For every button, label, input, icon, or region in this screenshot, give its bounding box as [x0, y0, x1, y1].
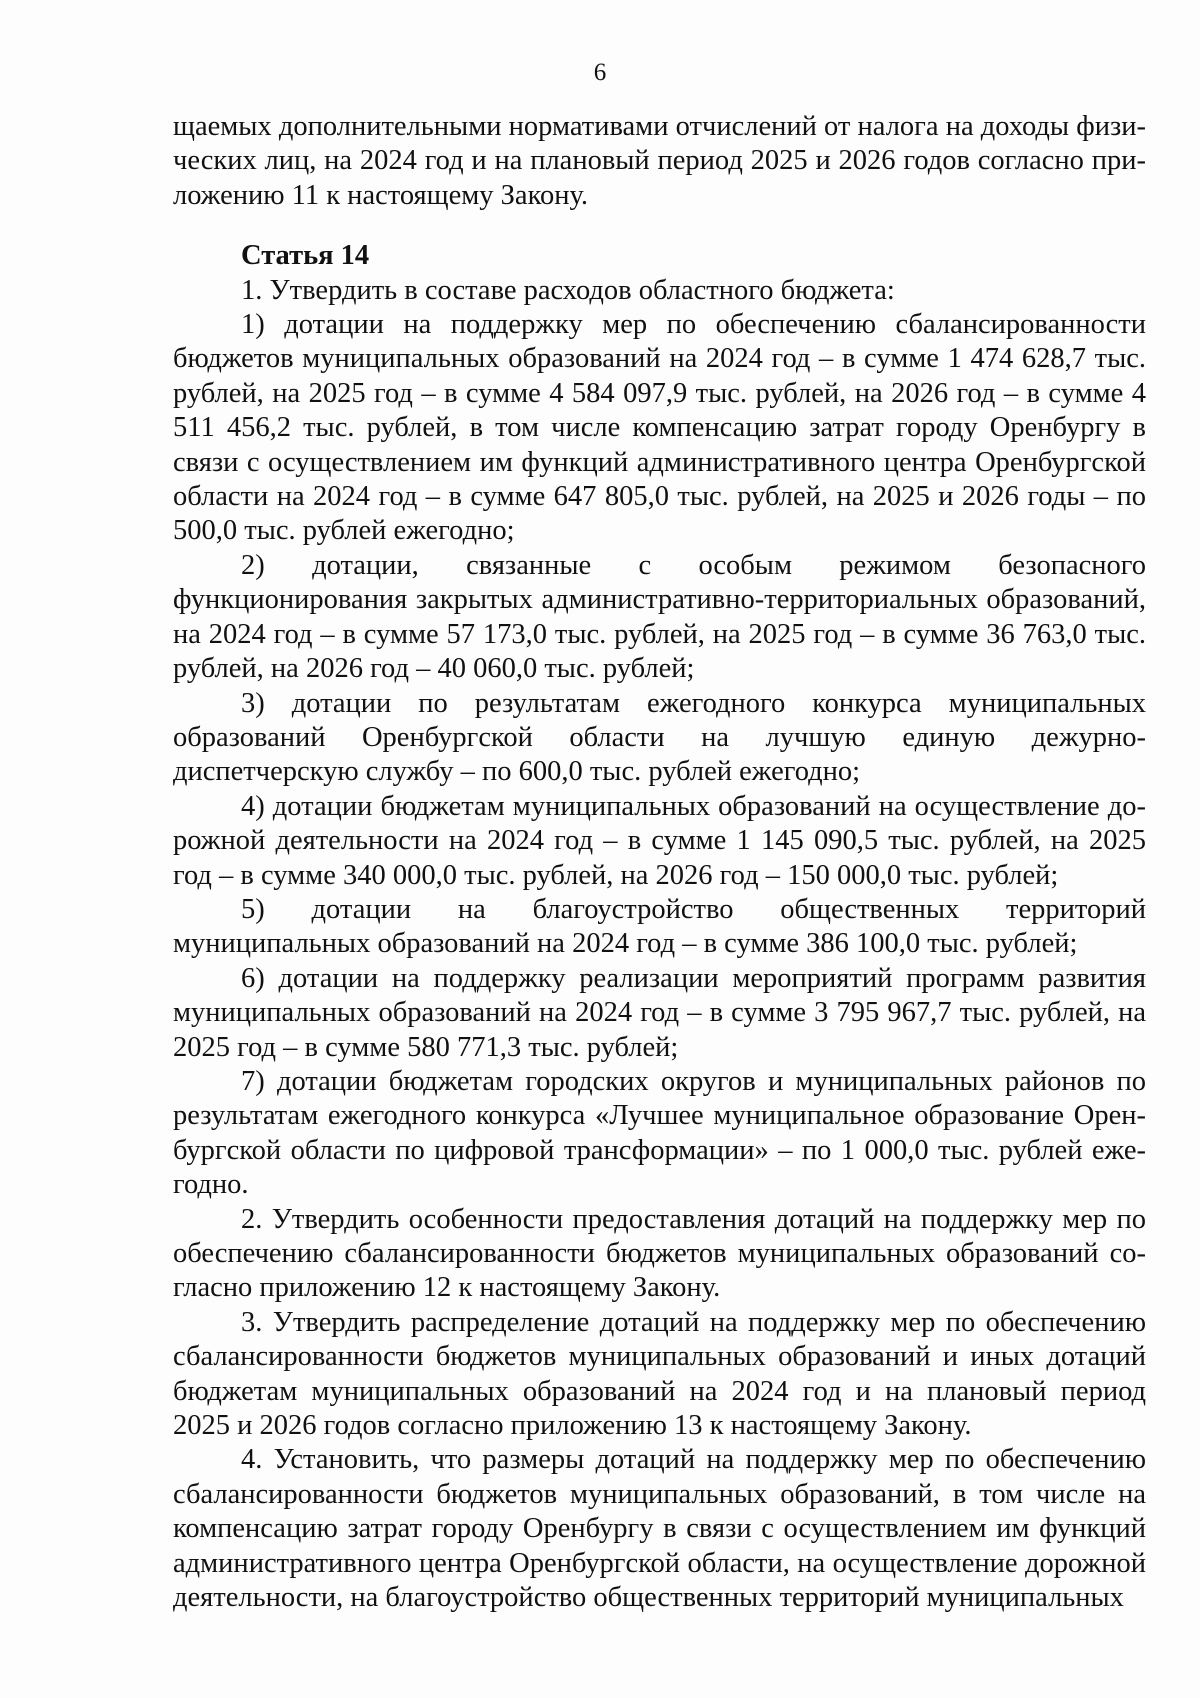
page-number: 6 — [593, 59, 607, 86]
article-paragraph-3: 3. Утвердить распределение дотаций на поддержку мер по обеспечению сбалансированности бюджетов муниципальных образований и иных дотаций бюджетам муниципальных образований на 2024 год и на плановый период 2025 и 2026 годов согласно приложению 13 к настоящему Закону. — [173, 1306, 1146, 1442]
article-item-6: 6) дотации на поддержку реализации мероприятий программ развития муниципальных образований на 2024 год – в сумме 3 795 967,7 тыс. рублей, на 2025 год – в сумме 580 771,3 тыс. рублей; — [173, 962, 1146, 1063]
article-paragraph-2: 2. Утвердить особенности предоставления дотаций на поддержку мер по обеспечению сбалансированности бюджетов муниципальных образований согласно приложению 12 к настоящему Закону. — [173, 1203, 1146, 1304]
article-item-3: 3) дотации по результатам ежегодного конкурса муниципальных образований Оренбургской области на лучшую единую дежурно-диспетчерскую службу – по 600,0 тыс. рублей ежегодно; — [173, 687, 1146, 788]
article-heading: Статья 14 — [241, 240, 370, 272]
article-paragraph-1: 1. Утвердить в составе расходов областного бюджета: — [241, 274, 895, 306]
article-item-4: 4) дотации бюджетам муниципальных образований на осуществление дорожной деятельности на 2024 год – в сумме 1 145 090,5 тыс. рублей, на 2025 год – в сумме 340 000,0 тыс. рублей, на 2026 год – 150 000,0 тыс. рублей; — [173, 790, 1146, 891]
article-item-5: 5) дотации на благоустройство общественных территорий муниципальных образований на 2024 год – в сумме 386 100,0 тыс. рублей; — [173, 893, 1146, 960]
article-paragraph-4: 4. Установить, что размеры дотаций на поддержку мер по обеспечению сбалансированности бюджетов муниципальных образований, в том числе на компенсацию затрат городу Оренбургу в связи с осуществлением им функций административного центра Оренбургской области, на осуществление дорожной деятельности, на благоустройство общественных территорий муниципальных — [173, 1444, 1146, 1614]
intro-paragraph: щаемых дополнительными нормативами отчислений от налога на доходы физических лиц, на 2024 год и на плановый период 2025 и 2026 годов согласно приложению 11 к настоящему Закону. — [173, 111, 1146, 211]
article-item-7: 7) дотации бюджетам городских округов и муниципальных районов по результатам ежегодного конкурса «Лучшее муниципальное образование Оренбургской области по цифровой трансформации» – по 1 000,0 тыс. рублей ежегодно. — [173, 1065, 1146, 1201]
document-body — [173, 110, 1146, 1615]
article-item-1: 1) дотации на поддержку мер по обеспечению сбалансированности бюджетов муниципальных образований на 2024 год – в сумме 1 474 628,7 тыс. рублей, на 2025 год – в сумме 4 584 097,9 тыс. рублей, на 2026 год – в сумме 4 511 456,2 тыс. рублей, в том числе компенсацию затрат городу Оренбургу в связи с осуществлением им функций административного центра Оренбургской области на 2024 год – в сумме 647 805,0 тыс. рублей, на 2025 и 2026 годы – по 500,0 тыс. рублей ежегодно; — [173, 309, 1146, 547]
article-item-2: 2) дотации, связанные с особым режимом безопасного функционирования закрытых административно-территориальных образований, на 2024 год – в сумме 57 173,0 тыс. рублей, на 2025 год – в сумме 36 763,0 тыс. рублей, на 2026 год – 40 060,0 тыс. рублей; — [173, 549, 1146, 685]
